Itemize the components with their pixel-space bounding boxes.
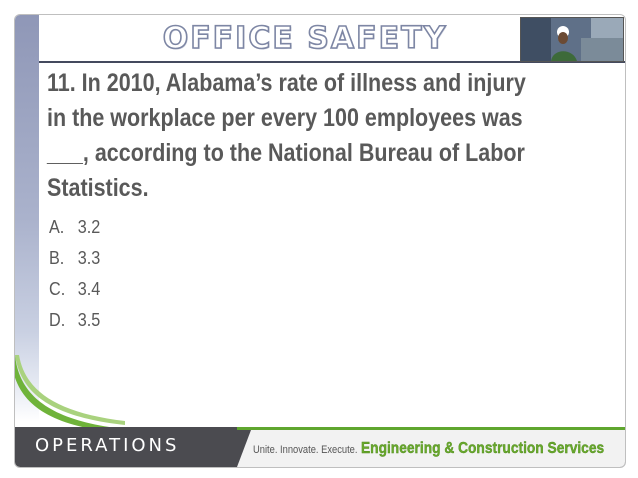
answer-letter: D.: [49, 310, 66, 330]
footer-green-stripe: [237, 427, 625, 430]
footer-brand-logo: Engineering & Construction Services: [361, 440, 605, 457]
answer-value: 3.2: [77, 217, 101, 237]
page-title: OFFICE SAFETY: [162, 21, 448, 56]
answer-letter: A.: [49, 217, 65, 237]
green-swoosh-graphic: [14, 355, 129, 435]
slide: [14, 14, 626, 468]
answer-option-b: [49, 243, 100, 274]
answer-option-c: [49, 274, 100, 305]
answer-letter: C.: [49, 279, 66, 299]
footer-tagline: Unite. Innovate. Execute.: [253, 444, 358, 456]
answer-value: 3.4: [77, 279, 101, 299]
header-photo: [520, 17, 624, 62]
worker-photo-image: [521, 18, 623, 61]
answer-list: [49, 212, 106, 336]
answer-value: 3.3: [77, 248, 101, 268]
answer-option-d: [49, 305, 100, 336]
answer-letter: B.: [49, 248, 65, 268]
answer-option-a: [49, 212, 100, 243]
footer-section-label: OPERATIONS: [35, 435, 180, 456]
footer-bar: [15, 427, 625, 467]
question-text: 11. In 2010, Alabama’s rate of illness and injury in the workplace per every 100 employees was ___, according to the National Bureau of Labor Statistics.: [47, 69, 526, 202]
answer-value: 3.5: [77, 310, 101, 330]
